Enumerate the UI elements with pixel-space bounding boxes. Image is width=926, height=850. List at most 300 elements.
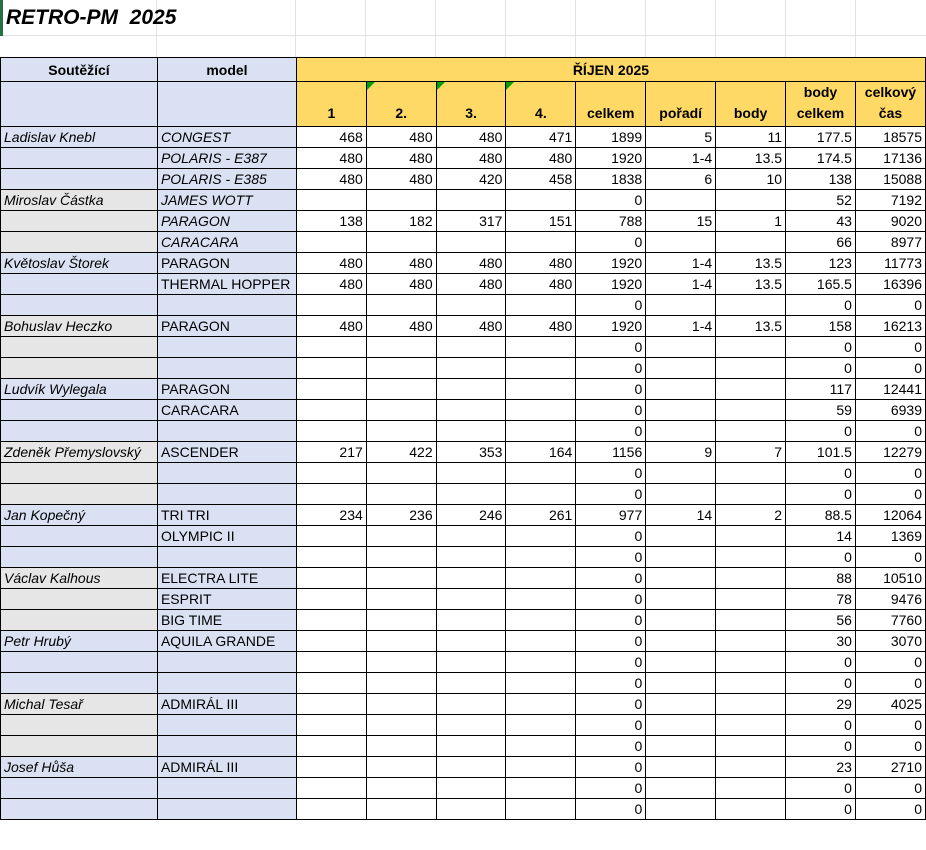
total-cell[interactable]: 788	[576, 211, 646, 232]
model-cell[interactable]	[157, 337, 296, 358]
competitor-cell[interactable]	[1, 652, 158, 673]
competitor-cell[interactable]	[1, 211, 158, 232]
round-1-cell[interactable]	[296, 232, 366, 253]
round-2-cell[interactable]	[366, 694, 436, 715]
rank-cell[interactable]	[646, 400, 716, 421]
round-3-cell[interactable]	[436, 295, 506, 316]
total-time-cell[interactable]: 0	[855, 547, 925, 568]
points-cell[interactable]: 13.5	[716, 274, 786, 295]
total-cell[interactable]: 0	[576, 673, 646, 694]
model-cell[interactable]: JAMES WOTT	[157, 190, 296, 211]
round-4-cell[interactable]	[506, 778, 576, 799]
round-4-cell[interactable]	[506, 757, 576, 778]
points-total-cell[interactable]: 174.5	[786, 148, 856, 169]
round-4-cell[interactable]	[506, 463, 576, 484]
round-2-cell[interactable]	[366, 778, 436, 799]
round-1-cell[interactable]	[296, 526, 366, 547]
model-cell[interactable]	[157, 358, 296, 379]
total-time-cell[interactable]: 16396	[855, 274, 925, 295]
round-3-cell[interactable]	[436, 190, 506, 211]
competitor-cell[interactable]	[1, 400, 158, 421]
model-cell[interactable]	[157, 652, 296, 673]
total-cell[interactable]: 1156	[576, 442, 646, 463]
rank-cell[interactable]	[646, 736, 716, 757]
total-cell[interactable]: 0	[576, 652, 646, 673]
points-cell[interactable]	[716, 757, 786, 778]
round-3-cell[interactable]	[436, 400, 506, 421]
total-time-cell[interactable]: 4025	[855, 694, 925, 715]
round-4-cell[interactable]: 480	[506, 148, 576, 169]
round-1-cell[interactable]	[296, 694, 366, 715]
rank-cell[interactable]	[646, 778, 716, 799]
round-4-cell[interactable]	[506, 589, 576, 610]
round-4-cell[interactable]	[506, 190, 576, 211]
total-time-cell[interactable]: 18575	[855, 127, 925, 148]
total-time-cell[interactable]: 12441	[855, 379, 925, 400]
total-cell[interactable]: 0	[576, 736, 646, 757]
competitor-cell[interactable]	[1, 799, 158, 820]
header-round-1[interactable]	[296, 82, 366, 127]
model-cell[interactable]: CONGEST	[157, 127, 296, 148]
competitor-cell[interactable]	[1, 337, 158, 358]
model-cell[interactable]	[157, 715, 296, 736]
round-2-cell[interactable]	[366, 757, 436, 778]
round-3-cell[interactable]	[436, 673, 506, 694]
points-total-cell[interactable]: 117	[786, 379, 856, 400]
round-1-cell[interactable]	[296, 610, 366, 631]
round-4-cell[interactable]	[506, 568, 576, 589]
header-round-4[interactable]	[506, 82, 576, 127]
round-2-cell[interactable]	[366, 736, 436, 757]
model-cell[interactable]: ELECTRA LITE	[157, 568, 296, 589]
model-cell[interactable]: OLYMPIC II	[157, 526, 296, 547]
points-cell[interactable]	[716, 358, 786, 379]
round-4-cell[interactable]	[506, 526, 576, 547]
round-2-cell[interactable]: 182	[366, 211, 436, 232]
points-cell[interactable]	[716, 673, 786, 694]
total-time-cell[interactable]: 2710	[855, 757, 925, 778]
header-round-2[interactable]	[366, 82, 436, 127]
competitor-cell[interactable]	[1, 274, 158, 295]
round-3-cell[interactable]: 480	[436, 316, 506, 337]
competitor-cell[interactable]	[1, 715, 158, 736]
model-cell[interactable]: ASCENDER	[157, 442, 296, 463]
model-cell[interactable]	[157, 463, 296, 484]
rank-cell[interactable]	[646, 652, 716, 673]
points-cell[interactable]	[716, 631, 786, 652]
competitor-cell[interactable]: Josef Hůša	[1, 757, 158, 778]
round-2-cell[interactable]: 480	[366, 316, 436, 337]
round-1-cell[interactable]	[296, 736, 366, 757]
round-3-cell[interactable]	[436, 799, 506, 820]
model-cell[interactable]	[157, 295, 296, 316]
round-3-cell[interactable]	[436, 526, 506, 547]
round-3-cell[interactable]: 353	[436, 442, 506, 463]
total-cell[interactable]: 0	[576, 379, 646, 400]
model-cell[interactable]: POLARIS - E385	[157, 169, 296, 190]
points-cell[interactable]: 1	[716, 211, 786, 232]
model-cell[interactable]: PARAGON	[157, 316, 296, 337]
round-4-cell[interactable]: 471	[506, 127, 576, 148]
total-cell[interactable]: 0	[576, 190, 646, 211]
rank-cell[interactable]: 15	[646, 211, 716, 232]
model-cell[interactable]: CARACARA	[157, 232, 296, 253]
round-2-cell[interactable]	[366, 379, 436, 400]
total-time-cell[interactable]: 0	[855, 736, 925, 757]
round-2-cell[interactable]	[366, 190, 436, 211]
points-cell[interactable]	[716, 799, 786, 820]
round-4-cell[interactable]	[506, 799, 576, 820]
round-3-cell[interactable]: 480	[436, 148, 506, 169]
round-1-cell[interactable]	[296, 757, 366, 778]
total-cell[interactable]: 0	[576, 337, 646, 358]
total-cell[interactable]: 0	[576, 631, 646, 652]
competitor-cell[interactable]	[1, 526, 158, 547]
points-cell[interactable]: 13.5	[716, 253, 786, 274]
round-2-cell[interactable]	[366, 232, 436, 253]
round-1-cell[interactable]	[296, 337, 366, 358]
total-cell[interactable]: 0	[576, 799, 646, 820]
round-4-cell[interactable]: 480	[506, 253, 576, 274]
model-cell[interactable]: THERMAL HOPPER	[157, 274, 296, 295]
total-time-cell[interactable]: 8977	[855, 232, 925, 253]
total-time-cell[interactable]: 12279	[855, 442, 925, 463]
competitor-cell[interactable]: Ladislav Knebl	[1, 127, 158, 148]
round-2-cell[interactable]	[366, 568, 436, 589]
competitor-cell[interactable]: Miroslav Částka	[1, 190, 158, 211]
total-cell[interactable]: 1838	[576, 169, 646, 190]
rank-cell[interactable]	[646, 547, 716, 568]
rank-cell[interactable]	[646, 232, 716, 253]
round-1-cell[interactable]	[296, 463, 366, 484]
round-1-cell[interactable]	[296, 484, 366, 505]
round-1-cell[interactable]	[296, 799, 366, 820]
round-4-cell[interactable]	[506, 547, 576, 568]
round-2-cell[interactable]	[366, 715, 436, 736]
round-3-cell[interactable]	[436, 463, 506, 484]
round-2-cell[interactable]	[366, 526, 436, 547]
model-cell[interactable]: CARACARA	[157, 400, 296, 421]
round-3-cell[interactable]	[436, 358, 506, 379]
points-cell[interactable]	[716, 190, 786, 211]
total-time-cell[interactable]: 0	[855, 421, 925, 442]
total-time-cell[interactable]: 10510	[855, 568, 925, 589]
round-1-cell[interactable]: 480	[296, 316, 366, 337]
round-3-cell[interactable]	[436, 652, 506, 673]
points-total-cell[interactable]: 23	[786, 757, 856, 778]
round-4-cell[interactable]	[506, 484, 576, 505]
points-cell[interactable]	[716, 379, 786, 400]
points-total-cell[interactable]: 177.5	[786, 127, 856, 148]
total-cell[interactable]: 0	[576, 778, 646, 799]
rank-cell[interactable]: 1-4	[646, 274, 716, 295]
rank-cell[interactable]	[646, 379, 716, 400]
header-points[interactable]	[716, 82, 786, 127]
round-2-cell[interactable]	[366, 589, 436, 610]
header-month[interactable]: ŘÍJEN 2025	[296, 58, 925, 82]
round-1-cell[interactable]	[296, 400, 366, 421]
round-4-cell[interactable]	[506, 631, 576, 652]
header-model[interactable]: model	[157, 58, 296, 82]
round-1-cell[interactable]	[296, 358, 366, 379]
total-cell[interactable]: 0	[576, 295, 646, 316]
rank-cell[interactable]	[646, 295, 716, 316]
points-total-cell[interactable]: 0	[786, 295, 856, 316]
model-cell[interactable]	[157, 799, 296, 820]
round-1-cell[interactable]	[296, 547, 366, 568]
round-4-cell[interactable]	[506, 673, 576, 694]
points-total-cell[interactable]: 165.5	[786, 274, 856, 295]
rank-cell[interactable]	[646, 526, 716, 547]
points-total-cell[interactable]: 101.5	[786, 442, 856, 463]
points-total-cell[interactable]: 30	[786, 631, 856, 652]
points-cell[interactable]: 10	[716, 169, 786, 190]
total-cell[interactable]: 0	[576, 232, 646, 253]
model-cell[interactable]: ADMIRÁL III	[157, 757, 296, 778]
round-3-cell[interactable]: 420	[436, 169, 506, 190]
total-time-cell[interactable]: 16213	[855, 316, 925, 337]
round-4-cell[interactable]	[506, 715, 576, 736]
total-time-cell[interactable]: 9476	[855, 589, 925, 610]
round-2-cell[interactable]	[366, 295, 436, 316]
competitor-cell[interactable]	[1, 148, 158, 169]
round-2-cell[interactable]: 422	[366, 442, 436, 463]
rank-cell[interactable]: 5	[646, 127, 716, 148]
competitor-cell[interactable]: Petr Hrubý	[1, 631, 158, 652]
round-1-cell[interactable]	[296, 715, 366, 736]
points-cell[interactable]	[716, 694, 786, 715]
competitor-cell[interactable]: Květoslav Štorek	[1, 253, 158, 274]
points-total-cell[interactable]: 66	[786, 232, 856, 253]
points-total-cell[interactable]: 88	[786, 568, 856, 589]
rank-cell[interactable]: 1-4	[646, 148, 716, 169]
round-4-cell[interactable]	[506, 337, 576, 358]
points-cell[interactable]	[716, 568, 786, 589]
header-competitor-blank[interactable]	[1, 82, 158, 127]
model-cell[interactable]: PARAGON	[157, 379, 296, 400]
round-3-cell[interactable]	[436, 337, 506, 358]
round-3-cell[interactable]	[436, 589, 506, 610]
round-2-cell[interactable]	[366, 631, 436, 652]
points-total-cell[interactable]: 158	[786, 316, 856, 337]
rank-cell[interactable]	[646, 694, 716, 715]
total-cell[interactable]: 0	[576, 547, 646, 568]
rank-cell[interactable]	[646, 589, 716, 610]
round-2-cell[interactable]	[366, 337, 436, 358]
model-cell[interactable]: POLARIS - E387	[157, 148, 296, 169]
header-round-3[interactable]	[436, 82, 506, 127]
round-3-cell[interactable]	[436, 484, 506, 505]
total-cell[interactable]: 0	[576, 463, 646, 484]
round-1-cell[interactable]: 480	[296, 274, 366, 295]
total-time-cell[interactable]: 17136	[855, 148, 925, 169]
total-time-cell[interactable]: 0	[855, 295, 925, 316]
model-cell[interactable]	[157, 547, 296, 568]
total-time-cell[interactable]: 6939	[855, 400, 925, 421]
round-1-cell[interactable]: 480	[296, 169, 366, 190]
rank-cell[interactable]	[646, 799, 716, 820]
round-2-cell[interactable]: 480	[366, 253, 436, 274]
total-cell[interactable]: 0	[576, 358, 646, 379]
round-2-cell[interactable]: 480	[366, 127, 436, 148]
total-cell[interactable]: 0	[576, 568, 646, 589]
total-time-cell[interactable]: 0	[855, 463, 925, 484]
rank-cell[interactable]: 14	[646, 505, 716, 526]
points-cell[interactable]	[716, 736, 786, 757]
rank-cell[interactable]: 9	[646, 442, 716, 463]
competitor-cell[interactable]: Zdeněk Přemyslovský	[1, 442, 158, 463]
total-time-cell[interactable]: 0	[855, 799, 925, 820]
total-cell[interactable]: 1899	[576, 127, 646, 148]
round-1-cell[interactable]	[296, 778, 366, 799]
total-cell[interactable]: 0	[576, 715, 646, 736]
round-1-cell[interactable]	[296, 589, 366, 610]
total-time-cell[interactable]: 1369	[855, 526, 925, 547]
round-4-cell[interactable]	[506, 295, 576, 316]
round-4-cell[interactable]	[506, 736, 576, 757]
total-cell[interactable]: 0	[576, 757, 646, 778]
total-time-cell[interactable]: 0	[855, 484, 925, 505]
model-cell[interactable]: ESPRIT	[157, 589, 296, 610]
header-rank[interactable]	[646, 82, 716, 127]
points-cell[interactable]	[716, 526, 786, 547]
model-cell[interactable]	[157, 778, 296, 799]
round-2-cell[interactable]	[366, 673, 436, 694]
round-3-cell[interactable]	[436, 631, 506, 652]
round-3-cell[interactable]	[436, 694, 506, 715]
points-total-cell[interactable]: 0	[786, 547, 856, 568]
points-cell[interactable]	[716, 463, 786, 484]
points-cell[interactable]	[716, 778, 786, 799]
header-competitor[interactable]: Soutěžící	[1, 58, 158, 82]
round-3-cell[interactable]	[436, 757, 506, 778]
round-4-cell[interactable]: 164	[506, 442, 576, 463]
points-total-cell[interactable]: 0	[786, 484, 856, 505]
points-total-cell[interactable]: 138	[786, 169, 856, 190]
points-total-cell[interactable]: 29	[786, 694, 856, 715]
header-total-time[interactable]	[855, 82, 925, 127]
points-total-cell[interactable]: 0	[786, 463, 856, 484]
competitor-cell[interactable]	[1, 589, 158, 610]
total-time-cell[interactable]: 7760	[855, 610, 925, 631]
round-1-cell[interactable]: 138	[296, 211, 366, 232]
sheet-title[interactable]: RETRO-PM 2025	[6, 6, 177, 29]
points-total-cell[interactable]: 0	[786, 337, 856, 358]
round-1-cell[interactable]	[296, 379, 366, 400]
round-4-cell[interactable]	[506, 400, 576, 421]
round-1-cell[interactable]: 480	[296, 148, 366, 169]
points-total-cell[interactable]: 52	[786, 190, 856, 211]
competitor-cell[interactable]	[1, 778, 158, 799]
points-total-cell[interactable]: 0	[786, 358, 856, 379]
round-4-cell[interactable]	[506, 379, 576, 400]
round-3-cell[interactable]: 317	[436, 211, 506, 232]
total-time-cell[interactable]: 0	[855, 673, 925, 694]
round-4-cell[interactable]	[506, 652, 576, 673]
points-total-cell[interactable]: 0	[786, 421, 856, 442]
total-cell[interactable]: 0	[576, 610, 646, 631]
points-cell[interactable]	[716, 421, 786, 442]
round-1-cell[interactable]	[296, 673, 366, 694]
round-1-cell[interactable]	[296, 631, 366, 652]
round-2-cell[interactable]	[366, 652, 436, 673]
model-cell[interactable]	[157, 421, 296, 442]
round-3-cell[interactable]	[436, 568, 506, 589]
rank-cell[interactable]	[646, 757, 716, 778]
points-total-cell[interactable]: 56	[786, 610, 856, 631]
model-cell[interactable]: TRI TRI	[157, 505, 296, 526]
total-time-cell[interactable]: 12064	[855, 505, 925, 526]
round-2-cell[interactable]	[366, 421, 436, 442]
round-3-cell[interactable]	[436, 610, 506, 631]
points-total-cell[interactable]: 88.5	[786, 505, 856, 526]
rank-cell[interactable]	[646, 631, 716, 652]
round-3-cell[interactable]	[436, 547, 506, 568]
competitor-cell[interactable]: Bohuslav Heczko	[1, 316, 158, 337]
model-cell[interactable]: PARAGON	[157, 211, 296, 232]
points-total-cell[interactable]: 0	[786, 736, 856, 757]
competitor-cell[interactable]: Jan Kopečný	[1, 505, 158, 526]
round-1-cell[interactable]	[296, 421, 366, 442]
round-1-cell[interactable]: 468	[296, 127, 366, 148]
points-cell[interactable]	[716, 337, 786, 358]
total-cell[interactable]: 0	[576, 400, 646, 421]
model-cell[interactable]	[157, 484, 296, 505]
round-1-cell[interactable]: 480	[296, 253, 366, 274]
round-4-cell[interactable]	[506, 610, 576, 631]
model-cell[interactable]: BIG TIME	[157, 610, 296, 631]
round-2-cell[interactable]	[366, 463, 436, 484]
round-1-cell[interactable]: 234	[296, 505, 366, 526]
points-cell[interactable]	[716, 589, 786, 610]
points-cell[interactable]	[716, 232, 786, 253]
competitor-cell[interactable]	[1, 421, 158, 442]
header-model-blank[interactable]	[157, 82, 296, 127]
rank-cell[interactable]	[646, 190, 716, 211]
rank-cell[interactable]	[646, 610, 716, 631]
total-time-cell[interactable]: 0	[855, 778, 925, 799]
round-3-cell[interactable]	[436, 736, 506, 757]
round-3-cell[interactable]	[436, 421, 506, 442]
points-total-cell[interactable]: 0	[786, 715, 856, 736]
points-cell[interactable]	[716, 715, 786, 736]
total-cell[interactable]: 1920	[576, 148, 646, 169]
points-cell[interactable]	[716, 295, 786, 316]
competitor-cell[interactable]: Michal Tesař	[1, 694, 158, 715]
points-total-cell[interactable]: 0	[786, 799, 856, 820]
round-4-cell[interactable]	[506, 358, 576, 379]
competitor-cell[interactable]	[1, 169, 158, 190]
points-cell[interactable]	[716, 400, 786, 421]
round-2-cell[interactable]	[366, 799, 436, 820]
round-3-cell[interactable]: 480	[436, 127, 506, 148]
points-cell[interactable]: 13.5	[716, 148, 786, 169]
round-1-cell[interactable]	[296, 190, 366, 211]
points-total-cell[interactable]: 123	[786, 253, 856, 274]
round-2-cell[interactable]	[366, 610, 436, 631]
total-time-cell[interactable]: 11773	[855, 253, 925, 274]
points-total-cell[interactable]: 0	[786, 673, 856, 694]
total-cell[interactable]: 1920	[576, 316, 646, 337]
round-1-cell[interactable]	[296, 295, 366, 316]
model-cell[interactable]: ADMIRÁL III	[157, 694, 296, 715]
round-4-cell[interactable]	[506, 421, 576, 442]
competitor-cell[interactable]	[1, 610, 158, 631]
rank-cell[interactable]	[646, 715, 716, 736]
round-2-cell[interactable]	[366, 400, 436, 421]
model-cell[interactable]	[157, 736, 296, 757]
model-cell[interactable]	[157, 673, 296, 694]
